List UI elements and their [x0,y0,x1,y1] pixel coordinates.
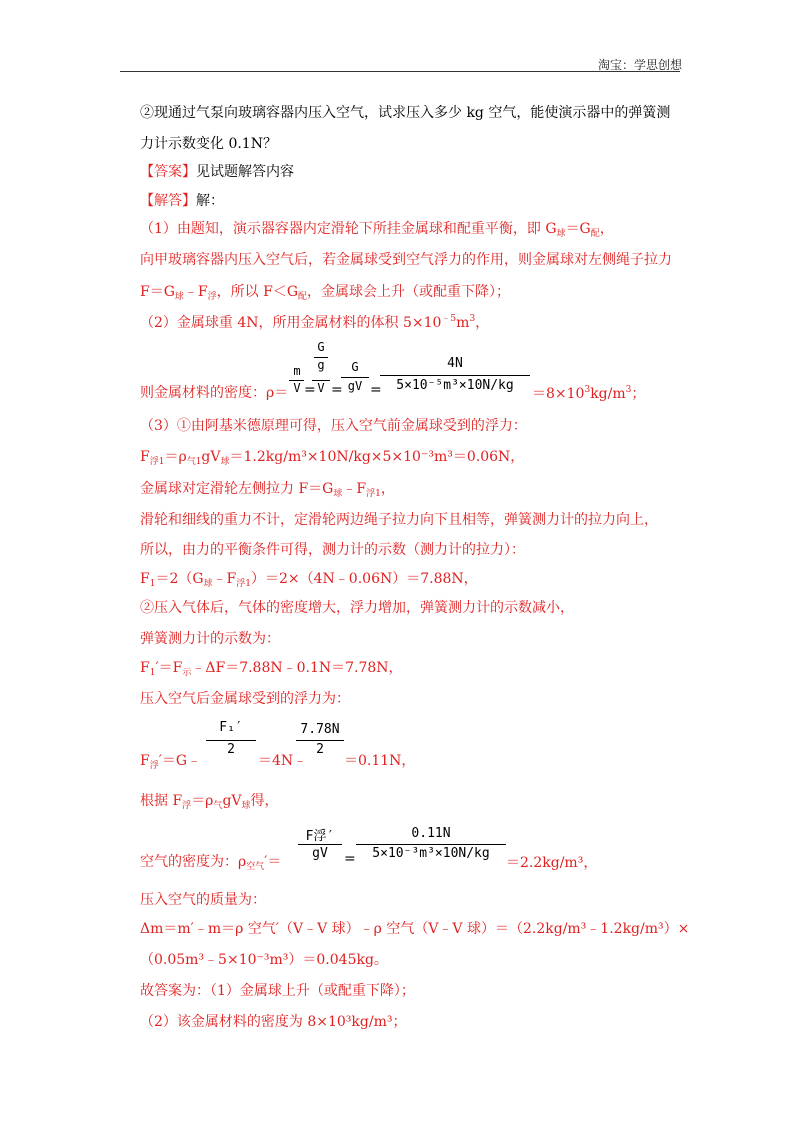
analysis-line [140,190,224,210]
p3-sub: 球 [333,489,343,499]
frac-778-den: 2 [316,742,324,757]
p3-text: F [140,571,150,587]
p3-text: ′＝ [264,854,282,870]
p3-line-11-left [140,750,201,771]
p3-line-13-right: ＝2.2kg/m³， [506,855,598,871]
p3-line-2 [140,446,524,467]
final-line-1: 故答案为：（1）金属球上升（或配重下降）； [140,983,415,999]
p1-sub: 配 [590,229,600,239]
p3-line-3 [140,478,395,499]
p3-text: ＝1.2kg/m³×10N/kg×5×10⁻³m³＝0.06N， [229,449,525,465]
p3-text: ﹣F [342,481,367,497]
analysis-tag: 【解答】 [140,193,196,209]
p3-text: ）＝2×（4N﹣0.06N）＝7.88N， [251,571,478,587]
p3-line-8: 弹簧测力计的示数为： [140,631,280,647]
p3-line-4: 滑轮和细线的重力不计，定滑轮两边绳子拉力向下且相等，弹簧测力计的拉力向上， [140,512,658,528]
p3-line-7: ②压入气体后，气体的密度增大，浮力增加，弹簧测力计的示数减小， [140,600,574,616]
p3-text: ﹣F [212,571,237,587]
p3-text: 金属球对定滑轮左侧拉力 F＝G [140,481,334,497]
p1-line-1 [140,218,614,239]
p3-text: ﹣ΔF＝7.88N﹣0.1N＝7.78N， [191,660,403,676]
frac-Ffu-num: F浮′ [305,829,335,844]
answer-tag: 【答案】 [140,164,196,180]
p2-text: （2）金属球重 4N，所用金属材料的体积 5×10 [140,315,442,331]
frac-g-den: g [317,358,325,372]
frac-V-den: V [317,381,325,395]
p3-line-5: 所以，由力的平衡条件可得，测力计的示数（测力计的拉力）： [140,542,525,558]
p2-line-1 [140,311,489,332]
p3-text: gV [201,449,221,465]
p3-line-16: （0.05m³﹣5×10⁻³m³）＝0.045kg。 [140,952,388,968]
p3-sub: 浮1 [149,457,165,467]
question-line-2: 力计示数变化 0.1N？ [140,136,277,152]
p2-text: ， [475,315,490,331]
p1-sub: 球 [174,292,184,302]
p1-sub: 配 [298,292,308,302]
p3-sub: 浮 [182,801,192,811]
p3-line-14: 压入空气的质量为： [140,892,266,908]
p1-sub: 球 [556,229,566,239]
frac-Ffu-den: gV [312,846,328,861]
p3-sub: 球 [220,457,230,467]
p1-text: （1）由题知，演示器容器内定滑轮下所挂金属球和配重平衡，即 G [140,221,557,237]
p3-sub: 示 [182,668,192,678]
p2-density-result [532,383,645,403]
header-rule [120,71,680,72]
frac-m-num: m [293,364,301,378]
analysis-colon: 解： [196,193,224,209]
p3-line-13-left [140,851,281,872]
frac-F1-num: F₁′ [219,720,243,735]
p2-result-text: kg/m [590,386,626,402]
frac-011-bar [356,844,506,845]
p3-text: ， [380,481,395,497]
eq-sign: = [331,382,343,398]
p3-sub: 浮1 [366,489,381,499]
p3-sub: 球 [241,801,251,811]
frac-gV-den: gV [347,379,363,393]
frac-G-num: G [317,340,325,354]
p3-text: F [140,660,150,676]
p3-text: ＝2（G [155,571,204,587]
eq-sign: = [304,382,316,398]
p2-text: m [456,315,470,331]
frac-778-num: 7.78N [300,722,340,737]
p2-result-text: ＝8×10 [532,386,585,402]
frac-011-num: 0.11N [411,826,451,841]
frac-778-bar [296,740,344,741]
eq-sign: = [344,851,356,867]
p1-text: ， [599,221,614,237]
frac-G2-bar [341,377,369,378]
header-shop: 淘宝：学思创想 [597,58,682,72]
p3-line-12 [140,790,279,811]
p3-sub: 空气 [246,862,265,872]
p2-sup: 3 [469,314,476,324]
p3-line-10: 压入空气后金属球受到的浮力为： [140,691,350,707]
p3-text: 根据 F [140,793,183,809]
p1-line-2: 向甲玻璃容器内压入空气后，若金属球受到空气浮力的作用，则金属球对左侧绳子拉力 [140,252,672,268]
p1-text: ，金属球会上升（或配重下降）； [307,284,511,300]
p3-text: F [140,753,150,769]
frac-F1-bar [206,740,256,741]
p3-text: 空气的密度为：ρ [140,854,247,870]
p3-line-11-mid: ＝4N﹣ [258,753,308,769]
p1-text: ＝G [565,221,591,237]
eq-sign: = [370,382,382,398]
p1-text: ﹣F [183,284,208,300]
frac-4N-den: 5×10⁻⁵m³×10N/kg [396,378,514,393]
frac-011-den: 5×10⁻³m³×10N/kg [372,846,490,861]
p3-sub: 气 [213,801,223,811]
answer-text: 见试题解答内容 [196,164,294,180]
p2-density-label: 则金属材料的密度：ρ＝ [140,385,289,401]
p3-line-15: Δm＝m′﹣m＝ρ 空气′（V﹣V 球）﹣ρ 空气（V﹣V 球）＝（2.2kg/m³﹣1.2kg/m³）× [140,921,690,937]
p3-sub: 气1 [186,457,202,467]
p2-result-text: ； [631,386,646,402]
p3-text: 得， [250,793,279,809]
p3-sub: 球 [203,579,213,589]
p3-sub: 浮1 [236,579,252,589]
frac-F1-den: 2 [227,742,235,757]
p3-sub: 浮 [149,761,159,771]
frac-m-den: V [293,381,301,395]
p3-text: ＝ρ [191,793,214,809]
frac-4N-num: 4N [447,356,463,371]
p2-sup: ﹣5 [441,314,457,324]
p3-text: ′＝G﹣ [158,753,202,769]
p1-line-3 [140,281,510,302]
p3-line-11-right: ＝0.11N， [344,753,416,769]
answer-line [140,161,294,181]
p2-result-sup: 3 [584,385,591,395]
p3-text: ＝ρ [164,449,187,465]
p1-text: ，所以 F＜G [216,284,299,300]
p3-line-9 [140,657,403,678]
p3-text: F [140,449,150,465]
p3-line-6 [140,568,478,589]
p3-line-1: （3）①由阿基米德原理可得，压入空气前金属球受到的浮力： [140,418,527,434]
frac-4N-bar [380,375,530,376]
frac-Ffu-bar [298,844,342,845]
p2-result-sup: 3 [625,385,632,395]
p3-sub: 1 [149,579,156,589]
frac-G2-num: G [351,360,359,374]
final-line-2: （2）该金属材料的密度为 8×10³kg/m³； [140,1014,407,1030]
p1-sub: 浮 [207,292,217,302]
p3-text: ′＝F [155,660,183,676]
p1-text: F＝G [140,284,175,300]
p3-text: gV [222,793,242,809]
p3-sub: 1 [149,668,156,678]
question-line-1: ②现通过气泵向玻璃容器内压入空气，试求压入多少 kg 空气，能使演示器中的弹簧测 [140,105,671,121]
